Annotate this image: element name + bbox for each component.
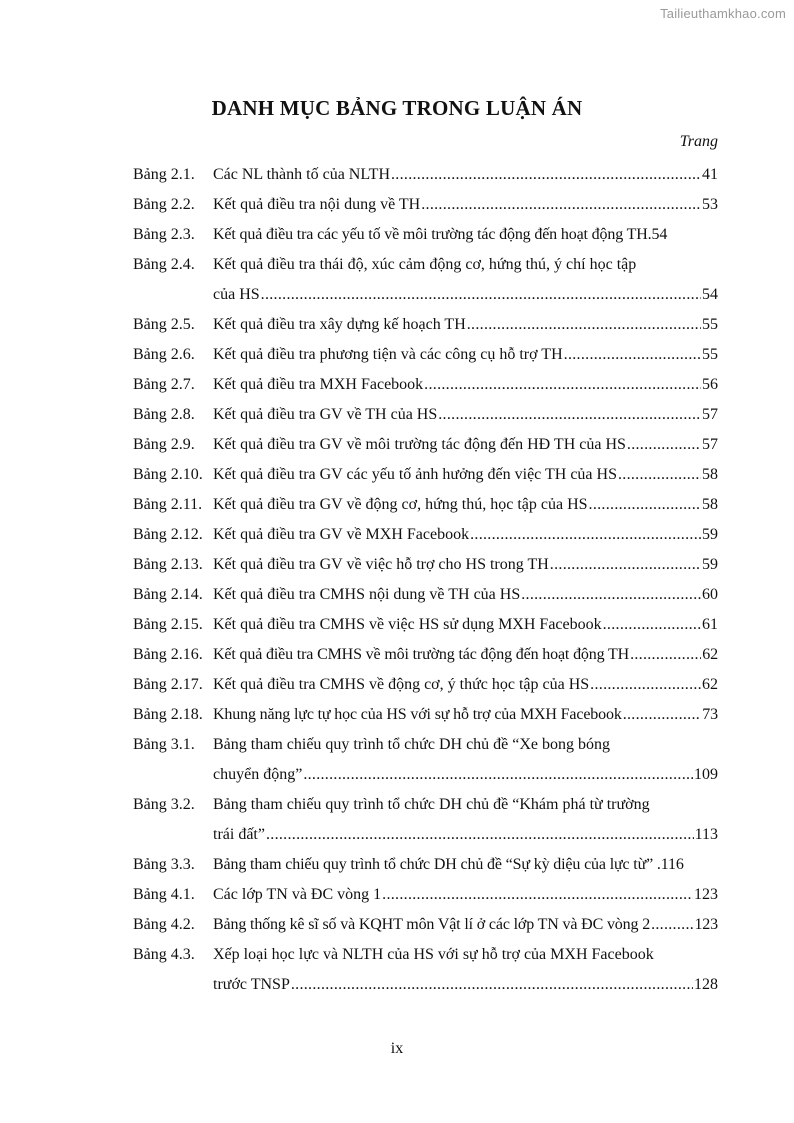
table-caption-line1: Bảng tham chiếu quy trình tổ chức DH chủ đề “Khám phá từ trường [213, 796, 650, 813]
table-number: Bảng 2.2. [133, 196, 195, 213]
page-column-label: Trang [679, 133, 718, 150]
table-list [133, 160, 718, 1000]
page-number: 62 [702, 646, 718, 663]
leader-dots [550, 550, 701, 580]
table-number: Bảng 4.1. [133, 886, 195, 903]
list-item[interactable] [133, 640, 718, 670]
table-caption: Bảng thống kê sĩ số và KQHT môn Vật lí ở các lớp TN và ĐC vòng 2 [213, 916, 651, 933]
page-number: 113 [694, 826, 718, 843]
table-number: Bảng 2.7. [133, 376, 195, 393]
list-item[interactable] [133, 580, 718, 610]
leader-dots [521, 580, 701, 610]
page-number: 54 [702, 286, 718, 303]
page-number: 59 [702, 556, 718, 573]
list-item[interactable] [133, 460, 718, 490]
table-caption-line1: Kết quả điều tra thái độ, xúc cảm động cơ, hứng thú, ý chí học tập [213, 256, 637, 273]
table-number: Bảng 3.3. [133, 856, 195, 873]
page-number: 73 [702, 706, 718, 723]
leader-dots [266, 820, 694, 850]
table-caption-line1: Xếp loại học lực và NLTH của HS với sự hỗ trợ của MXH Facebook [213, 946, 654, 963]
leader-dot: . [647, 226, 652, 243]
table-caption-line2: của HS [213, 286, 260, 303]
leader-dots [589, 490, 701, 520]
table-caption: Kết quả điều tra nội dung về TH [213, 196, 421, 213]
table-number: Bảng 2.13. [133, 556, 203, 573]
table-number: Bảng 3.2. [133, 796, 195, 813]
leader-dots [470, 520, 701, 550]
list-item[interactable] [133, 910, 718, 940]
list-item[interactable] [133, 520, 718, 550]
leader-dots [424, 370, 701, 400]
table-caption: Kết quả điều tra GV về môi trường tác động đến HĐ TH của HS [213, 436, 626, 453]
table-caption: Kết quả điều tra CMHS về môi trường tác động đến hoạt động TH [213, 646, 630, 663]
leader-dots [603, 610, 701, 640]
list-item[interactable] [133, 250, 718, 310]
list-item[interactable] [133, 880, 718, 910]
table-number: Bảng 2.9. [133, 436, 195, 453]
table-number: Bảng 2.5. [133, 316, 195, 333]
page-number: 116 [660, 856, 684, 873]
leader-dots [438, 400, 701, 430]
page-number: 58 [702, 466, 718, 483]
table-number: Bảng 2.16. [133, 646, 203, 663]
list-item[interactable] [133, 160, 718, 190]
list-item[interactable] [133, 730, 718, 790]
table-number: Bảng 2.18. [133, 706, 203, 723]
list-item[interactable] [133, 190, 718, 220]
table-caption-line2: trước TNSP [213, 976, 290, 993]
table-caption: Kết quả điều tra MXH Facebook [213, 376, 424, 393]
leader-dots [391, 160, 701, 190]
page-number: 109 [694, 766, 718, 783]
leader-dots [564, 340, 701, 370]
page-number: 57 [702, 406, 718, 423]
page-number: 58 [702, 496, 718, 513]
table-caption: Kết quả điều tra các yếu tố về môi trường tác động đến hoạt động TH [213, 226, 648, 243]
list-item[interactable] [133, 400, 718, 430]
page-title: DANH MỤC BẢNG TRONG LUẬN ÁN [211, 96, 583, 120]
page-number: 55 [702, 346, 718, 363]
table-caption: Kết quả điều tra GV về việc hỗ trợ cho HS trong TH [213, 556, 549, 573]
table-caption: Kết quả điều tra GV về động cơ, hứng thú, học tập của HS [213, 496, 588, 513]
page-number: 60 [702, 586, 718, 603]
list-item[interactable] [133, 850, 718, 880]
list-item[interactable] [133, 370, 718, 400]
list-item[interactable] [133, 550, 718, 580]
table-caption: Các lớp TN và ĐC vòng 1 [213, 886, 382, 903]
table-caption: Kết quả điều tra phương tiện và các công cụ hỗ trợ TH [213, 346, 563, 363]
table-number: Bảng 2.14. [133, 586, 203, 603]
leader-dots [651, 910, 693, 940]
list-item[interactable] [133, 340, 718, 370]
page-number: 54 [651, 226, 668, 243]
table-caption: Kết quả điều tra CMHS về động cơ, ý thức học tập của HS [213, 676, 590, 693]
table-caption: Kết quả điều tra GV về TH của HS [213, 406, 438, 423]
table-caption-line2: trái đất” [213, 826, 265, 843]
leader-dots [623, 700, 702, 730]
table-number: Bảng 4.2. [133, 916, 195, 933]
table-number: Bảng 2.17. [133, 676, 203, 693]
leader-dots [467, 310, 701, 340]
leader-dots [382, 880, 693, 910]
leader-dot: . [653, 856, 661, 873]
table-number: Bảng 4.3. [133, 946, 195, 963]
page-number: 41 [702, 166, 718, 183]
table-number: Bảng 3.1. [133, 736, 195, 753]
page-number: 123 [694, 886, 718, 903]
page-number: 55 [702, 316, 718, 333]
table-caption-line1: Bảng tham chiếu quy trình tổ chức DH chủ đề “Xe bong bóng [213, 736, 611, 753]
table-number: Bảng 2.10. [133, 466, 203, 483]
table-number: Bảng 2.12. [133, 526, 203, 543]
table-caption: Kết quả điều tra CMHS nội dung về TH của HS [213, 586, 521, 603]
leader-dots [630, 640, 701, 670]
list-item[interactable] [133, 610, 718, 640]
footer-page-number: ix [390, 1040, 404, 1057]
list-item[interactable] [133, 700, 718, 730]
leader-dots [303, 760, 693, 790]
table-caption: Kết quả điều tra xây dựng kế hoạch TH [213, 316, 466, 333]
table-caption: Kết quả điều tra GV các yếu tố ảnh hưởng đến việc TH của HS [213, 466, 617, 483]
table-number: Bảng 2.11. [133, 496, 203, 513]
table-caption: Kết quả điều tra CMHS về việc HS sử dụng MXH Facebook [213, 616, 602, 633]
table-number: Bảng 2.6. [133, 346, 195, 363]
leader-dots [291, 970, 693, 1000]
page-number: 61 [702, 616, 718, 633]
list-item[interactable] [133, 670, 718, 700]
page-number: 57 [702, 436, 718, 453]
list-item[interactable] [133, 430, 718, 460]
leader-dots [618, 460, 701, 490]
leader-dots [261, 280, 701, 310]
table-caption: Khung năng lực tự học của HS với sự hỗ trợ của MXH Facebook [213, 706, 622, 723]
table-number: Bảng 2.8. [133, 406, 195, 423]
leader-dots [421, 190, 701, 220]
list-item[interactable] [133, 220, 718, 250]
list-item[interactable] [133, 490, 718, 520]
table-number: Bảng 2.4. [133, 256, 195, 273]
page-number: 59 [702, 526, 718, 543]
table-caption: Bảng tham chiếu quy trình tổ chức DH chủ đề “Sự kỳ diệu của lực từ” [213, 856, 654, 873]
page-number: 56 [702, 376, 718, 393]
table-caption: Các NL thành tố của NLTH [213, 166, 390, 183]
table-number: Bảng 2.15. [133, 616, 203, 633]
page-number: 128 [694, 976, 718, 993]
list-item[interactable] [133, 310, 718, 340]
leader-dots [627, 430, 701, 460]
leader-dots [590, 670, 701, 700]
page-number: 123 [694, 916, 718, 933]
watermark: Tailieuthamkhao.com [660, 6, 786, 21]
table-caption: Kết quả điều tra GV về MXH Facebook [213, 526, 470, 543]
table-number: Bảng 2.1. [133, 166, 195, 183]
table-number: Bảng 2.3. [133, 226, 195, 243]
table-caption-line2: chuyển động” [213, 766, 303, 783]
page-number: 53 [702, 196, 718, 213]
page-number: 62 [702, 676, 718, 693]
list-item[interactable] [133, 940, 718, 1000]
list-item[interactable] [133, 790, 718, 850]
